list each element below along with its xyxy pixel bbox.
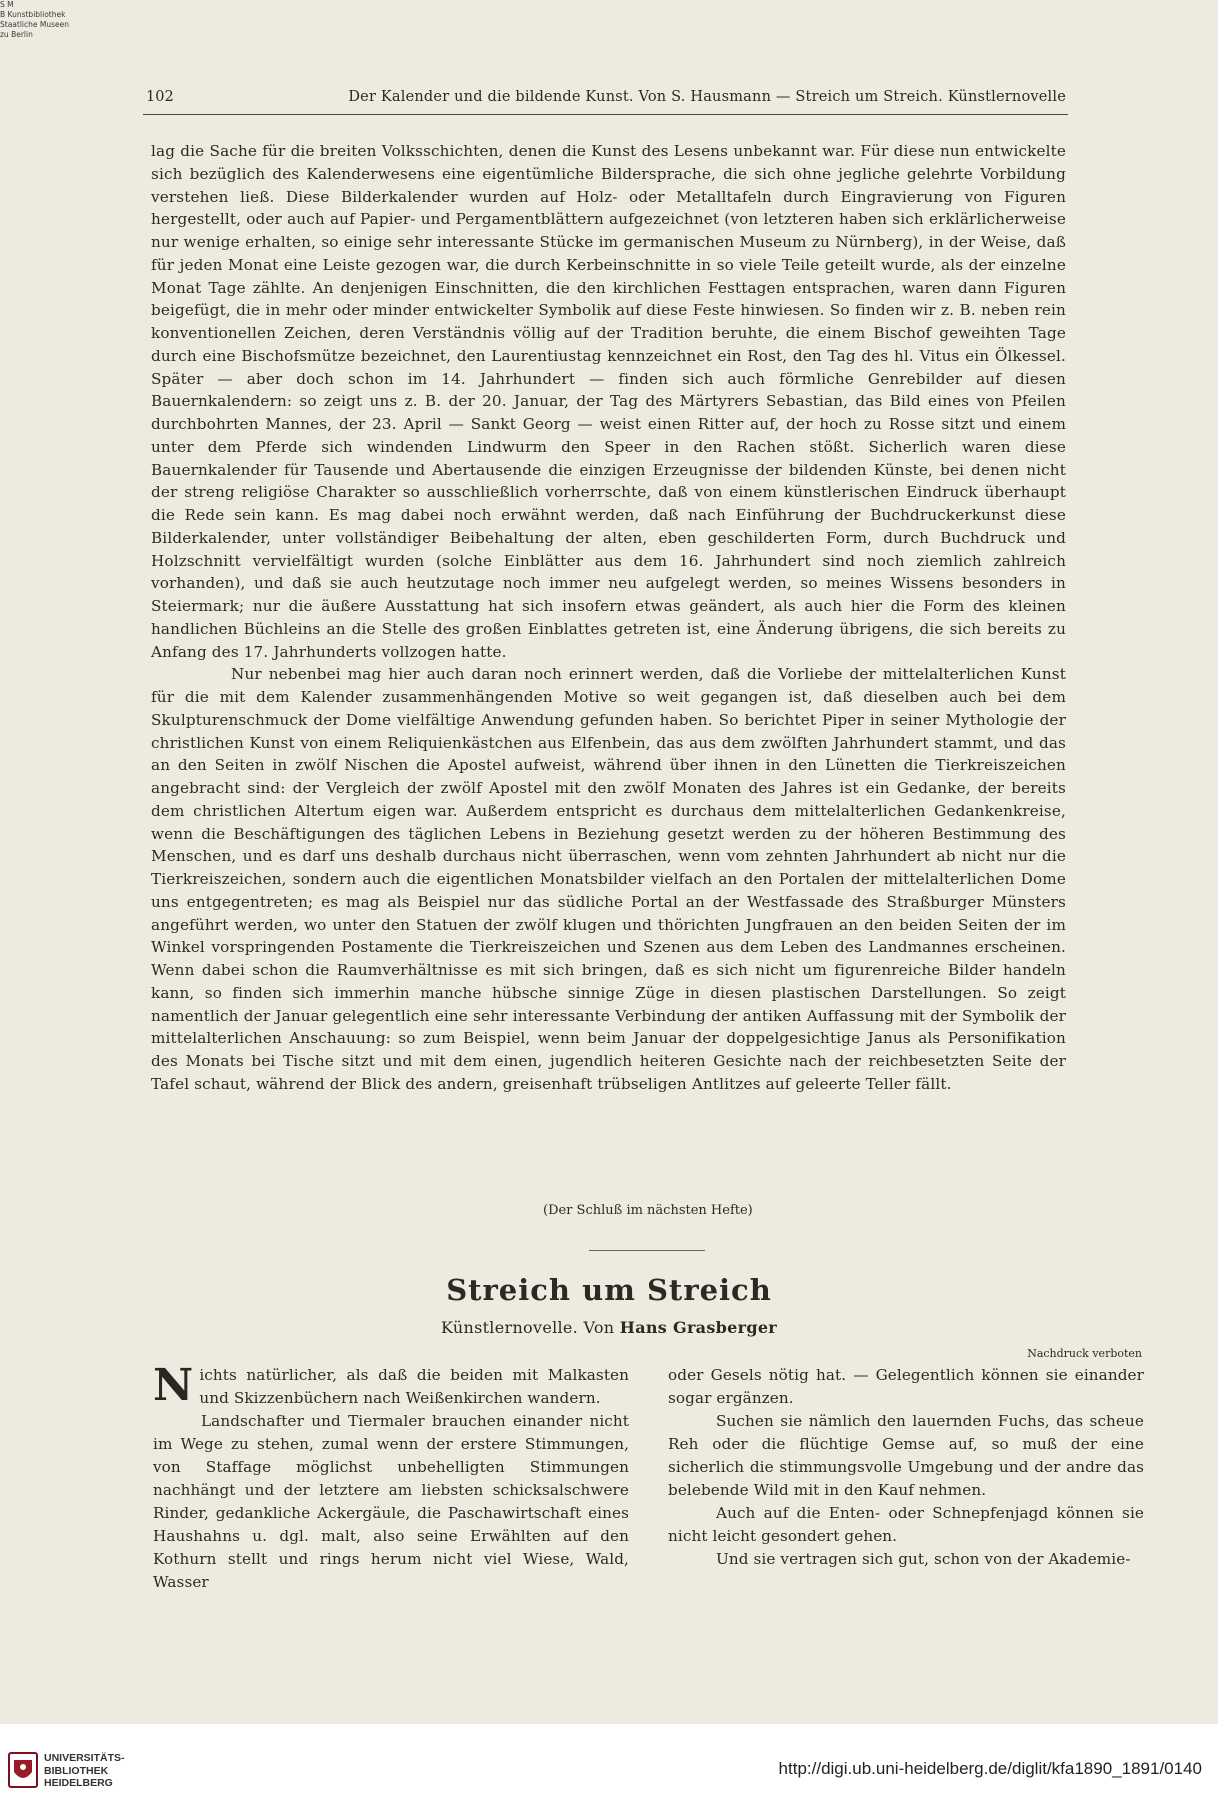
article-body [151, 140, 1066, 1096]
story-column-right [668, 1364, 1144, 1571]
library-stamp: S M B Kunstbibliothek Staatliche Museen zu Berlin [0, 0, 69, 39]
drop-cap: N [153, 1360, 194, 1411]
story-column-left [153, 1360, 629, 1594]
story-paragraph: Auch auf die Enten- oder Schnepfenjagd können sie nicht leicht gesondert gehen. [668, 1504, 1144, 1545]
story-paragraph: Suchen sie nämlich den lauernden Fuchs, das scheue Reh oder die flüchtige Gemse auf, so muß der eine sicherlich die stimmungsvolle Umgebung und der andre das belebende Wild mit in den Kauf nehmen. [668, 1412, 1144, 1499]
reprint-note: Nachdruck verboten [1027, 1347, 1142, 1360]
story-paragraph: Landschafter und Tiermaler brauchen einander nicht im Wege zu stehen, zumal wenn der erstere Stimmungen, von Staffage möglichst unbehelligten Stimmungen nachhängt und der letztere am liebsten schicksalschwere Rinder, gedankliche Ackergäule, die Paschawirtschaft eines Haushahns u. dgl. malt, also seine Erwählten auf den Kothurn stellt und rings herum nicht viel Wiese, Wald, Wasser [153, 1412, 629, 1591]
running-header [143, 86, 1068, 115]
footer-bar [0, 1724, 1218, 1810]
story-genre: Künstlernovelle. Von [440, 1318, 615, 1337]
story-paragraph: Und sie vertragen sich gut, schon von der Akademie- [716, 1550, 1131, 1568]
page-number: 102 [146, 89, 174, 105]
university-seal-icon [8, 1752, 38, 1788]
continuation-note: (Der Schluß im nächsten Hefte) [543, 1203, 753, 1218]
story-subtitle [0, 1317, 1218, 1339]
article-paragraph: lag die Sache für die breiten Volksschichten, denen die Kunst des Lesens unbekannt war. Für diese nun entwickelte sich bezüglich des Kalenderwesens eine eigentümliche Bildersprache, die sich ohne jegliche gelehrte Vorbildung verstehen ließ. Diese Bilderkalender wurden auf Holz- oder Metalltafeln durch Eingravierung von Figuren hergestellt, oder auch auf Papier- und Pergamentblättern aufgezeichnet (von letzteren haben sich erklärlicherweise nur wenige erhalten, so einige sehr interessante Stücke im germanischen Museum zu Nürnberg), in der Weise, daß für jeden Monat eine Leiste gezogen war, die durch Kerbeinschnitte in so viele Teile geteilt wurde, als der einzelne Monat Tage zählte. An denjenigen Einschnitten, die den kirchlichen Festtagen entsprachen, waren dann Figuren beigefügt, die in mehr oder minder entwickelter Symbolik auf diese Feste hinwiesen. So finden wir z. B. neben rein konventionellen Zeichen, deren Verständnis völlig auf der Tradition beruhte, die einem Bischof geweihten Tage durch eine Bischofsmütze bezeichnet, den Laurentiustag kennzeichnet ein Rost, den Tag des hl. Vitus ein Ölkessel. Später — aber doch schon im 14. Jahrhundert — finden sich auch förmliche Genrebilder auf diesen Bauernkalendern: so zeigt uns z. B. der 20. Januar, der Tag des Märtyrers Sebastian, das Bild eines von Pfeilen durchbohrten Mannes, der 23. April — Sankt Georg — weist einen Ritter auf, der hoch zu Rosse sitzt und einem unter dem Pferde sich windenden Lindwurm den Speer in den Rachen stößt. Sicherlich waren diese Bauernkalender für Tausende und Abertausende die einzigen Erzeugnisse der bildenden Künste, bei denen nicht der streng religiöse Charakter so ausschließlich vorherrschte, daß von einem künstlerischen Eindruck überhaupt die Rede sein kann. Es mag dabei noch erwähnt werden, daß nach Einführung der Buchdruckerkunst diese Bilderkalender, unter vollständiger Beibehaltung der alten, eben geschilderten Form, durch Buchdruck und Holzschnitt vervielfältigt wurden (solche Einblätter aus dem 16. Jahrhundert sind noch ziemlich zahlreich vorhanden), und daß sie auch heutzutage noch immer neu aufgelegt werden, so meines Wissens besonders in Steiermark; nur die äußere Ausstattung hat sich insofern etwas geändert, als auch hier die Form des kleinen handlichen Büchleins an die Stelle des großen Einblattes getreten ist, eine Änderung übrigens, die sich bereits zu Anfang des 17. Jahrhunderts vollzogen hatte. [151, 142, 1066, 661]
story-paragraph: oder Gesels nötig hat. — Gelegentlich können sie einander sogar ergänzen. [668, 1366, 1144, 1407]
story-opening-text: ichts natürlicher, als daß die beiden mit Malkasten und Skizzenbüchern nach Weißenkirchen wandern. [199, 1366, 629, 1407]
library-name: UNIVERSITÄTS- BIBLIOTHEK HEIDELBERG [44, 1752, 125, 1789]
article-paragraph: Nur nebenbei mag hier auch daran noch erinnert werden, daß die Vorliebe der mittelalterlichen Kunst für die mit dem Kalender zusammenhängenden Motive so weit gegangen ist, daß dieselben auch bei dem Skulpturenschmuck der Dome vielfältige Anwendung gefunden haben. So berichtet Piper in seiner Mythologie der christlichen Kunst von einem Reliquienkästchen aus Elfenbein, das aus dem zwölften Jahrhundert stammt, und das an den Seiten in zwölf Nischen die Apostel aufweist, während über ihnen in den Lünetten die Tierkreiszeichen angebracht sind: der Vergleich der zwölf Apostel mit den zwölf Monaten des Jahres ist ein Gedanke, der bereits dem christlichen Altertum eigen war. Außerdem entspricht es durchaus dem mittelalterlichen Gedankenkreise, wenn die Beschäftigungen des täglichen Lebens in Beziehung gesetzt werden zu der höheren Bestimmung des Menschen, und es darf uns deshalb durchaus nicht überraschen, wenn vom zehnten Jahrhundert ab nicht nur die Tierkreiszeichen, sondern auch die eigentlichen Monatsbilder vielfach an den Portalen der mittelalterlichen Dome uns entgegentreten; es mag als Beispiel nur das südliche Portal an der Westfassade des Straßburger Münsters angeführt werden, wo unter den Statuen der zwölf klugen und thörichten Jungfrauen an den beiden Seiten der im Winkel vorspringenden Postamente die Tierkreiszeichen und Szenen aus dem Leben des Landmannes erscheinen. Wenn dabei schon die Raumverhältnisse es mit sich bringen, daß es sich nicht um figurenreiche Bilder handeln kann, so finden sich immerhin manche hübsche sinnige Züge in diesen plastischen Darstellungen. So zeigt namentlich der Januar gelegentlich eine sehr interessante Verbindung der antiken Auffassung mit der Symbolik der mittelalterlichen Anschauung: so zum Beispiel, wenn beim Januar der doppelgesichtige Janus als Personifikation des Monats bei Tische sitzt und mit dem einen, jugendlich heiteren Gesichte nach der reichbesetzten Seite der Tafel schaut, während der Blick des andern, greisenhaft trübseligen Antlitzes auf geleerte Teller fällt. [151, 665, 1066, 1093]
story-paragraph [153, 1360, 629, 1411]
story-author: Hans Grasberger [619, 1318, 778, 1337]
section-divider [589, 1250, 705, 1251]
running-title: Der Kalender und die bildende Kunst. Von S. Hausmann — Streich um Streich. Künstlernovelle [348, 89, 1066, 105]
story-title: Streich um Streich [446, 1273, 772, 1307]
permalink-link[interactable]: http://digi.ub.uni-heidelberg.de/diglit/kfa1890_1891/0140 [778, 1759, 1202, 1778]
